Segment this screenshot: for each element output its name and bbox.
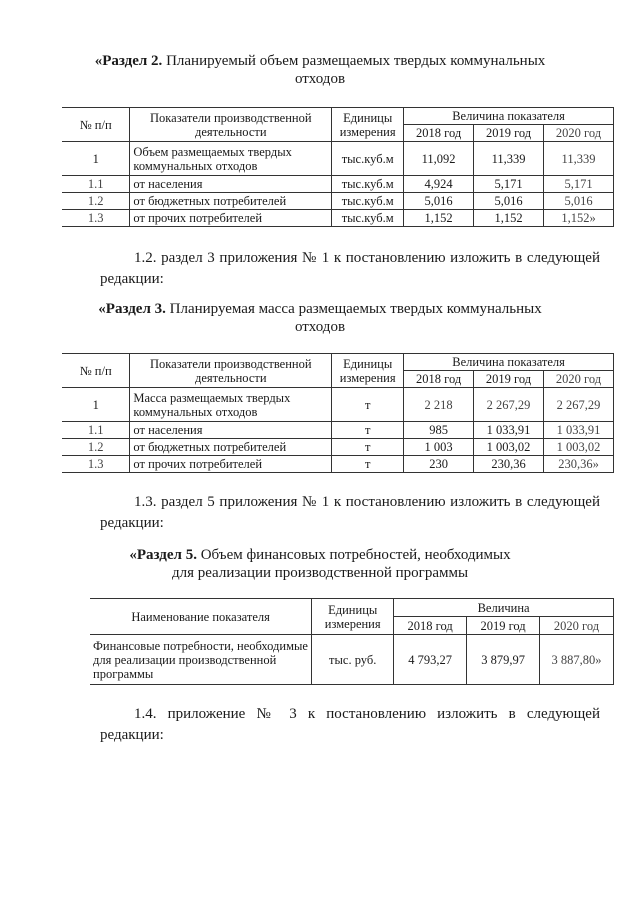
header-indicator: Показатели производственной деятельности	[130, 108, 332, 142]
header-value: Величина показателя	[404, 354, 614, 371]
table-row: 1.1 от населения т 985 1 033,91 1 033,91	[62, 422, 614, 439]
section2-title: «Раздел 2. Планируемый объем размещаемых твердых коммунальных отходов	[94, 53, 546, 87]
header-unit: Единицы измерения	[332, 354, 404, 388]
header-year: 2018 год	[404, 371, 474, 388]
header-name: Наименование показателя	[90, 599, 312, 635]
section3-title: «Раздел 3. Планируемая масса размещаемых твердых коммунальных отходов	[98, 301, 542, 335]
table-row: 1 Объем размещаемых твердых коммунальных отходов тыс.куб.м 11,092 11,339 11,339	[62, 142, 614, 176]
table-row: 1.1 от населения тыс.куб.м 4,924 5,171 5,171	[62, 176, 614, 193]
section2-table	[62, 107, 614, 227]
header-year: 2020 год	[544, 371, 614, 388]
table-row: 1 Масса размещаемых твердых коммунальных отходов т 2 218 2 267,29 2 267,29	[62, 388, 614, 422]
header-value: Величина	[394, 599, 614, 617]
paragraph-1-3: 1.3. раздел 5 приложения № 1 к постановлению изложить в следующей редакции:	[100, 494, 600, 531]
header-unit: Единицы измерения	[332, 108, 404, 142]
table-row: Финансовые потребности, необходимые для реализации производственной программы тыс. руб. 4 793,27 3 879,97 3 887,80»	[90, 635, 614, 685]
header-year: 2019 год	[467, 617, 540, 635]
paragraph-1-2: 1.2. раздел 3 приложения № 1 к постановлению изложить в следующей редакции:	[100, 250, 600, 287]
table-row: 1.3 от прочих потребителей тыс.куб.м 1,152 1,152 1,152»	[62, 210, 614, 227]
header-value: Величина показателя	[404, 108, 614, 125]
header-year: 2020 год	[544, 125, 614, 142]
header-year: 2020 год	[540, 617, 614, 635]
table-row: 1.2 от бюджетных потребителей тыс.куб.м 5,016 5,016 5,016	[62, 193, 614, 210]
header-year: 2019 год	[474, 371, 544, 388]
header-year: 2018 год	[404, 125, 474, 142]
header-unit: Единицы измерения	[312, 599, 394, 635]
header-num: № п/п	[62, 354, 130, 388]
section5-title: «Раздел 5. Объем финансовых потребностей, необходимых для реализации производственной программы	[129, 547, 511, 581]
paragraph-1-4: 1.4. приложение № 3 к постановлению изложить в следующей редакции:	[100, 706, 600, 743]
table-row: 1.2 от бюджетных потребителей т 1 003 1 003,02 1 003,02	[62, 439, 614, 456]
header-year: 2019 год	[474, 125, 544, 142]
header-num: № п/п	[62, 108, 130, 142]
table-row: 1.3 от прочих потребителей т 230 230,36 230,36»	[62, 456, 614, 473]
section3-table	[62, 353, 614, 473]
section5-table	[90, 598, 614, 685]
header-indicator: Показатели производственной деятельности	[130, 354, 332, 388]
header-year: 2018 год	[394, 617, 467, 635]
